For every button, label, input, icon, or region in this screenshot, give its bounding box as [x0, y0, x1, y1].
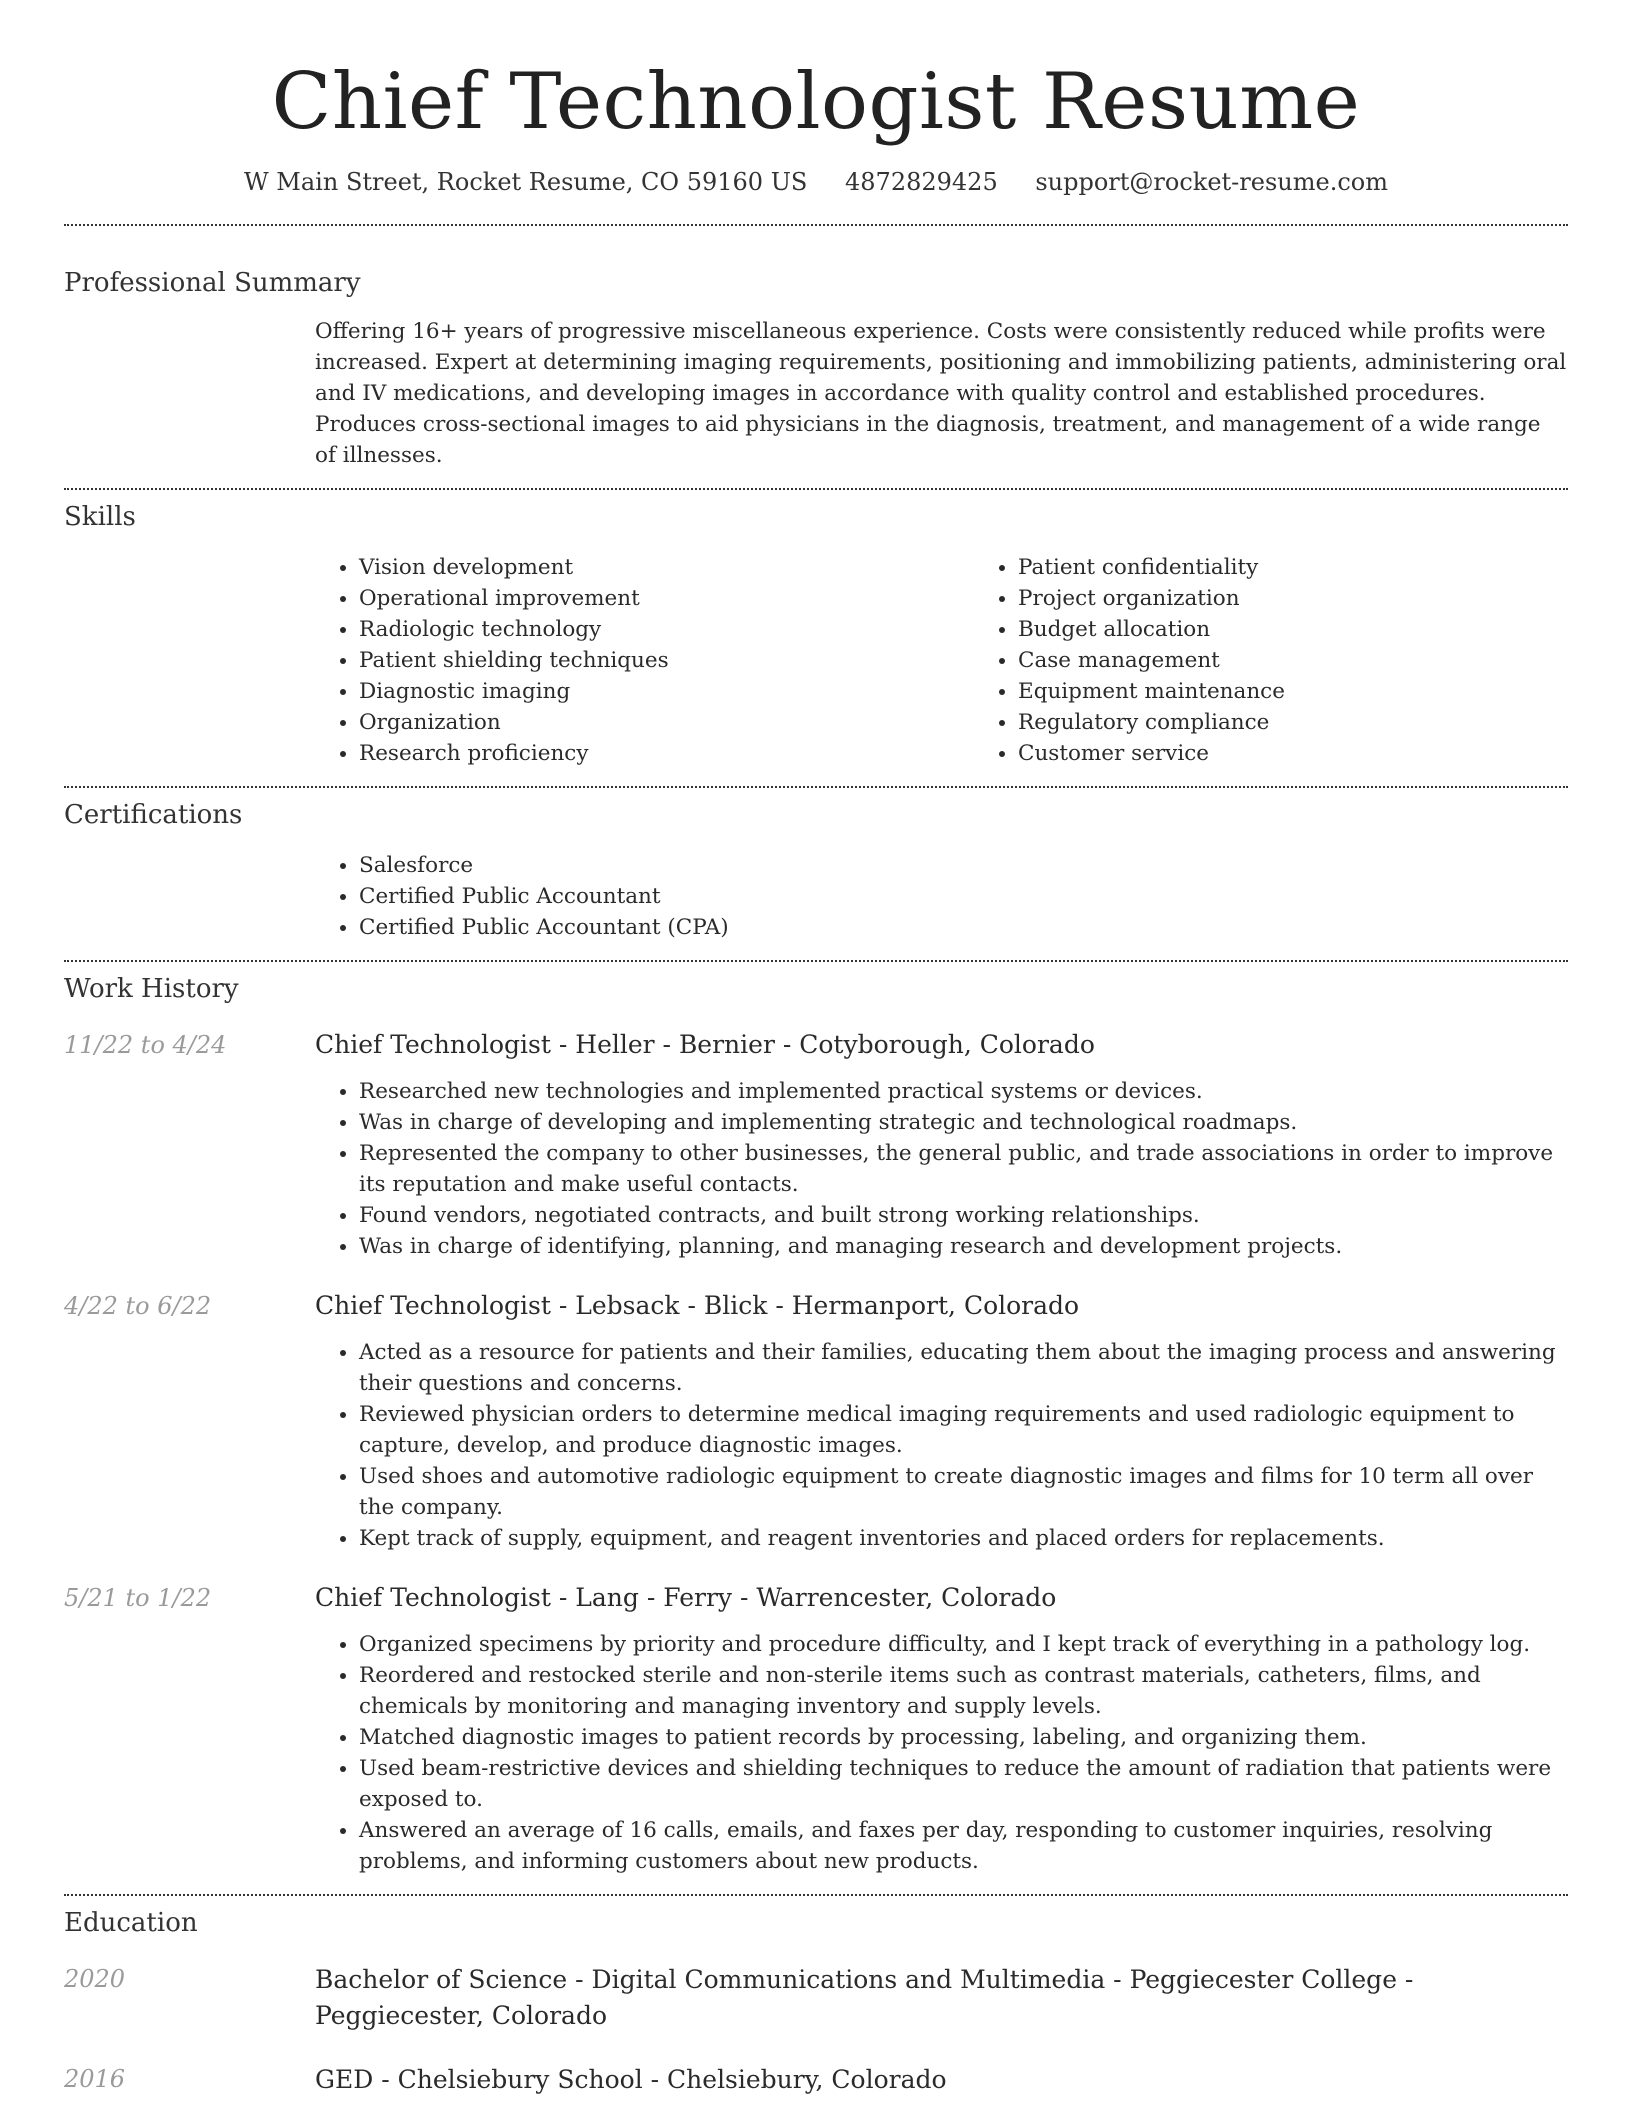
summary-section — [64, 316, 1568, 471]
job-bullets — [315, 1337, 1568, 1554]
job-bullets — [315, 1076, 1568, 1262]
skill-item: • Diagnostic imaging — [359, 676, 974, 707]
job-bullet: • Acted as a resource for patients and their families, educating them about the imaging process and answering their questions and concerns. — [359, 1337, 1568, 1399]
section-divider — [64, 786, 1568, 788]
certification-item: • Certified Public Accountant (CPA) — [359, 912, 1568, 943]
job-bullet: • Found vendors, negotiated contracts, and built strong working relationships. — [359, 1200, 1568, 1231]
skill-item: • Regulatory compliance — [1018, 707, 1568, 738]
skill-item: • Project organization — [1018, 583, 1568, 614]
job-bullet: • Answered an average of 16 calls, emails, and faxes per day, responding to customer inquiries, resolving problems, and informing customers about new products. — [359, 1815, 1568, 1877]
skill-item: • Case management — [1018, 645, 1568, 676]
resume-title: Chief Technologist Resume — [271, 57, 1361, 147]
job-bullet: • Represented the company to other businesses, the general public, and trade associations in order to improve its reputation and make useful contacts. — [359, 1138, 1568, 1200]
skills-list-left — [315, 552, 974, 769]
skills-heading: Skills — [64, 502, 136, 532]
job-dates: 11/22 to 4/24 — [64, 1031, 227, 1059]
certifications-list — [315, 850, 1568, 943]
skill-item: • Equipment maintenance — [1018, 676, 1568, 707]
skill-item: • Radiologic technology — [359, 614, 974, 645]
summary-heading: Professional Summary — [64, 268, 361, 298]
job-bullets — [315, 1629, 1568, 1877]
section-divider — [64, 488, 1568, 490]
job-entry — [64, 1028, 1568, 1262]
skill-item: • Budget allocation — [1018, 614, 1568, 645]
certifications-body — [315, 850, 1568, 943]
certification-item: • Certified Public Accountant — [359, 881, 1568, 912]
job-bullet: • Researched new technologies and implemented practical systems or devices. — [359, 1076, 1568, 1107]
job-title: Chief Technologist - Lang - Ferry - Warrencester, Colorado — [315, 1583, 1057, 1612]
education-body — [315, 2062, 1568, 2098]
job-title: Chief Technologist - Lebsack - Blick - Hermanport, Colorado — [315, 1291, 1080, 1320]
skill-item: • Patient shielding techniques — [359, 645, 974, 676]
skill-item: • Research proficiency — [359, 738, 974, 769]
education-text: Bachelor of Science - Digital Communications and Multimedia - Peggiecester College - Peggiecester, Colorado — [315, 1965, 1414, 2030]
job-bullet: • Matched diagnostic images to patient records by processing, labeling, and organizing them. — [359, 1722, 1568, 1753]
job-bullet: • Used shoes and automotive radiologic equipment to create diagnostic images and films for 10 term all over the company. — [359, 1461, 1568, 1523]
contact-phone: 4872829425 — [845, 168, 998, 196]
job-entry — [64, 1289, 1568, 1554]
skill-item: • Operational improvement — [359, 583, 974, 614]
education-year: 2016 — [64, 2065, 126, 2093]
job-bullet: • Was in charge of identifying, planning, and managing research and development projects. — [359, 1231, 1568, 1262]
job-dates: 4/22 to 6/22 — [64, 1292, 212, 1320]
job-bullet: • Organized specimens by priority and procedure difficulty, and I kept track of everything in a pathology log. — [359, 1629, 1568, 1660]
certifications-heading: Certifications — [64, 800, 243, 830]
education-text: GED - Chelsiebury School - Chelsiebury, Colorado — [315, 2065, 947, 2094]
job-dates: 5/21 to 1/22 — [64, 1584, 212, 1612]
education-entry — [64, 2062, 1568, 2098]
work-heading: Work History — [64, 974, 239, 1004]
education-heading: Education — [64, 1908, 198, 1938]
summary-body — [315, 316, 1568, 471]
skills-list-right — [974, 552, 1568, 769]
education-entry — [64, 1962, 1568, 2034]
education-year: 2020 — [64, 1965, 126, 1993]
section-divider — [64, 224, 1568, 226]
certifications-section — [64, 850, 1568, 943]
job-body — [315, 1289, 1568, 1554]
certification-item: • Salesforce — [359, 850, 1568, 881]
skill-item: • Vision development — [359, 552, 974, 583]
section-divider — [64, 960, 1568, 962]
job-bullet: • Reviewed physician orders to determine medical imaging requirements and used radiologic equipment to capture, develop, and produce diagnostic images. — [359, 1399, 1568, 1461]
contact-line — [64, 166, 1568, 198]
education-body — [315, 1962, 1568, 2034]
job-bullet: • Used beam-restrictive devices and shielding techniques to reduce the amount of radiation that patients were exposed to. — [359, 1753, 1568, 1815]
job-bullet: • Kept track of supply, equipment, and reagent inventories and placed orders for replacements. — [359, 1523, 1568, 1554]
certifications-spacer — [64, 850, 315, 943]
contact-email: support@rocket-resume.com — [1035, 168, 1388, 196]
skill-item: • Customer service — [1018, 738, 1568, 769]
summary-text: Offering 16+ years of progressive miscellaneous experience. Costs were consistently reduced while profits were increased. Expert at determining imaging requirements, positioning and immobilizing patients, administering oral and IV medications, and developing images in accordance with quality control and established procedures. Produces cross-sectional images to aid physicians in the diagnosis, treatment, and management of a wide range of illnesses. — [315, 319, 1567, 468]
summary-spacer — [64, 316, 315, 471]
job-title: Chief Technologist - Heller - Bernier - Cotyborough, Colorado — [315, 1030, 1095, 1059]
job-body — [315, 1581, 1568, 1877]
contact-address: W Main Street, Rocket Resume, CO 59160 US — [244, 168, 808, 196]
skills-section — [64, 552, 1568, 769]
job-bullet: • Reordered and restocked sterile and non-sterile items such as contrast materials, catheters, films, and chemicals by monitoring and managing inventory and supply levels. — [359, 1660, 1568, 1722]
skill-item: • Patient confidentiality — [1018, 552, 1568, 583]
skills-columns — [315, 552, 1568, 769]
job-entry — [64, 1581, 1568, 1877]
skills-spacer — [64, 552, 315, 769]
section-divider — [64, 1894, 1568, 1896]
job-bullet: • Was in charge of developing and implementing strategic and technological roadmaps. — [359, 1107, 1568, 1138]
skill-item: • Organization — [359, 707, 974, 738]
job-body — [315, 1028, 1568, 1262]
